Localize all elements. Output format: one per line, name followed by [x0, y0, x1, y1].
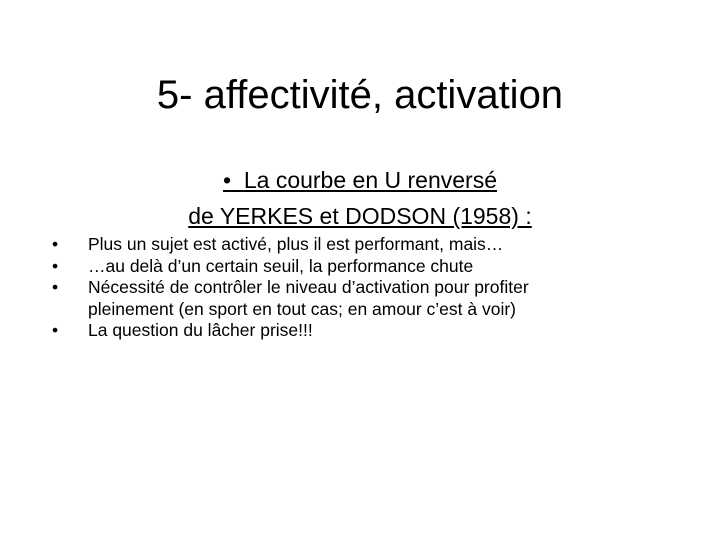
- bullet-text: Plus un sujet est activé, plus il est performant, mais…: [88, 234, 504, 254]
- bullet-marker: •: [52, 234, 59, 254]
- bullet-marker: •: [52, 320, 59, 340]
- bullet-text: …au delà d’un certain seuil, la performance chute: [88, 255, 474, 276]
- bullet-marker: •: [52, 255, 59, 276]
- bullet-list: [52, 234, 612, 342]
- subtitle-bullet: •: [223, 167, 232, 193]
- slide-title: 5- affectivité, activation: [156, 73, 564, 117]
- bullet-item: [52, 234, 612, 256]
- bullet-item: [52, 277, 612, 320]
- bullet-text: La question du lâcher prise!!!: [88, 320, 313, 340]
- bullet-item: [52, 256, 612, 278]
- bullet-text: Nécessité de contrôler le niveau d’activation pour profiter pleinement (en sport en tout cas; en amour c’est à voir): [88, 277, 529, 319]
- subtitle-line-2: de YERKES et DODSON (1958) :: [188, 203, 532, 229]
- subtitle-text-1: La courbe en U renversé: [243, 167, 497, 193]
- subtitle: [0, 162, 720, 234]
- bullet-item: [52, 320, 612, 342]
- bullet-marker: •: [52, 277, 59, 297]
- subtitle-line-1: [0, 162, 720, 198]
